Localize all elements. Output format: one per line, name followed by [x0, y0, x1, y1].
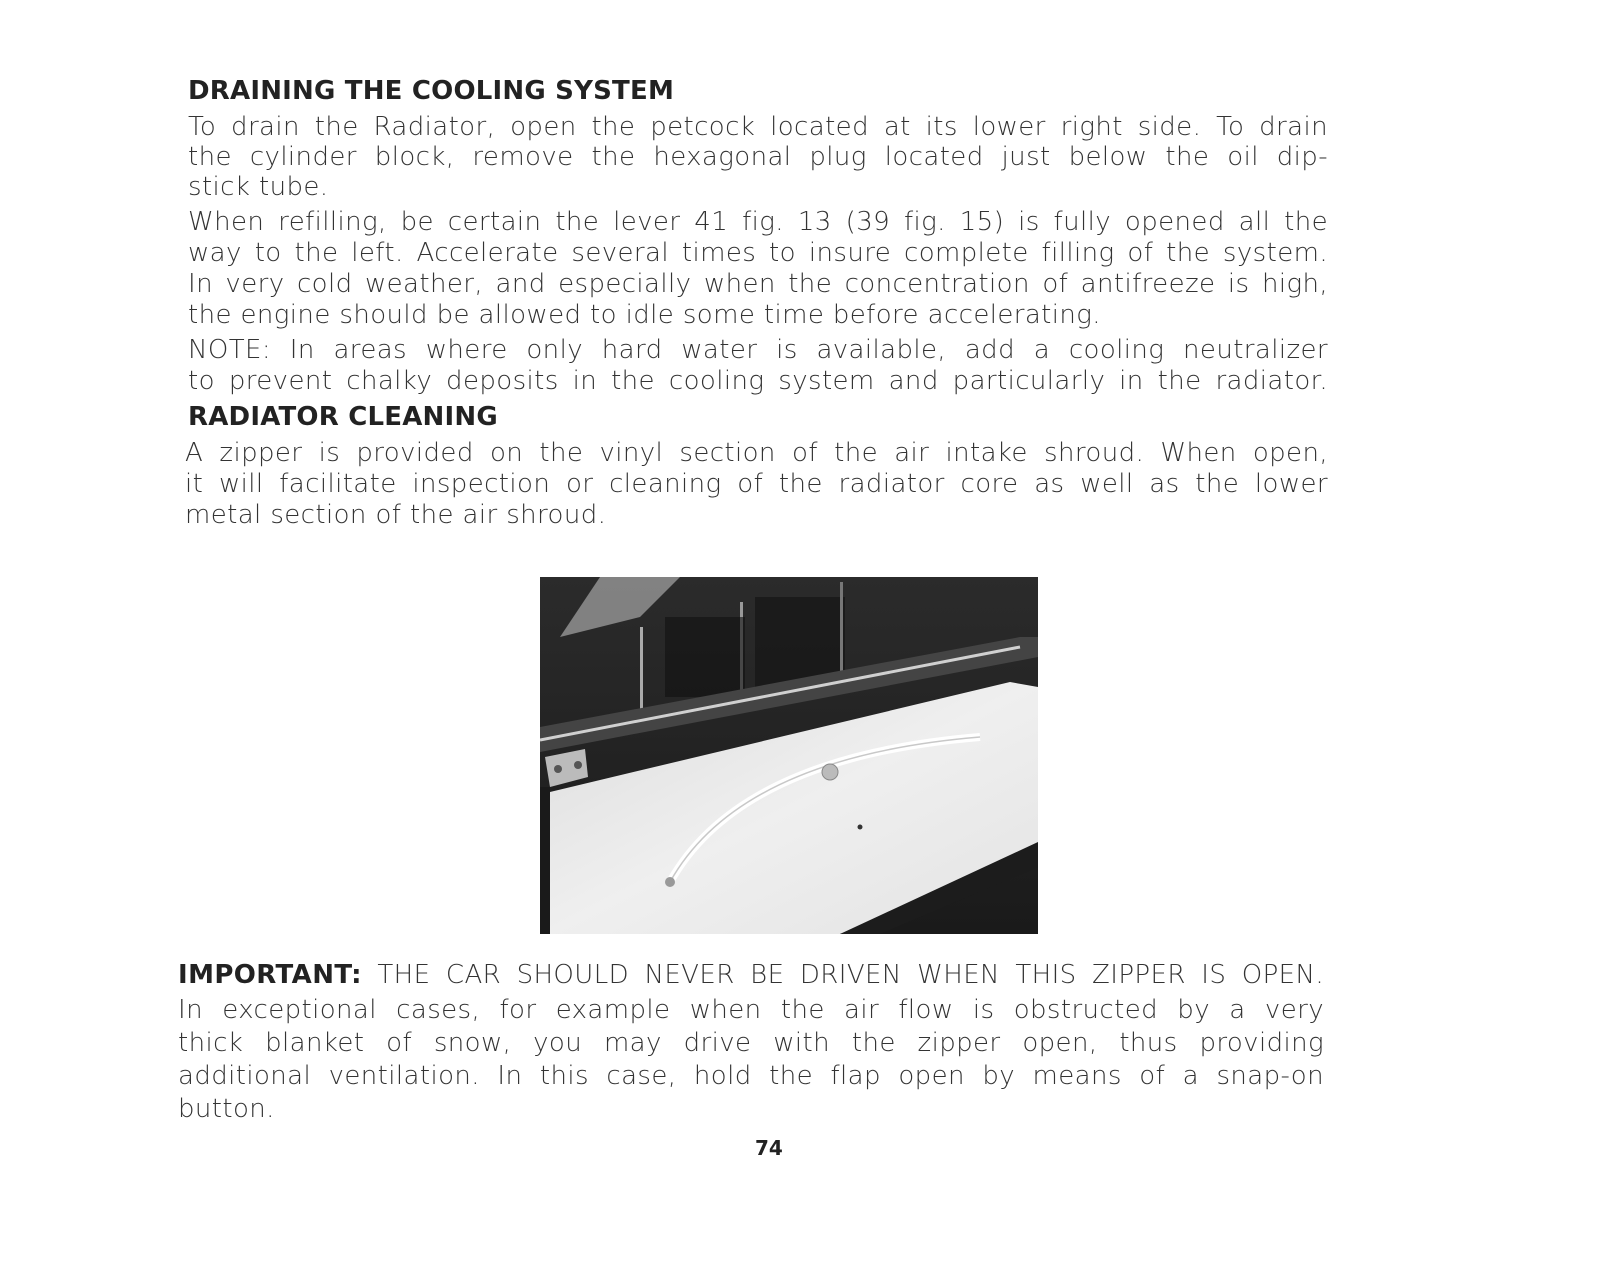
radiator-shroud-photo	[540, 577, 1038, 934]
text-line: To drain the Radiator, open the petcock located at its lower right side. To drain	[188, 112, 1328, 142]
text-line: it will facilitate inspection or cleaning of the radiator core as well as the lower	[185, 469, 1328, 499]
text-line: metal section of the air shroud.	[185, 500, 607, 530]
text-line: the cylinder block, remove the hexagonal plug located just below the oil dip-	[188, 142, 1328, 172]
text-line: button.	[178, 1094, 275, 1124]
important-headline: THE CAR SHOULD NEVER BE DRIVEN WHEN THIS ZIPPER IS OPEN.	[377, 960, 1324, 990]
text-line: When refilling, be certain the lever 41 fig. 13 (39 fig. 15) is fully opened all the	[188, 207, 1328, 237]
text-line: In exceptional cases, for example when the air flow is obstructed by a very	[178, 995, 1324, 1025]
photo-illustration	[540, 577, 1038, 934]
text-line: additional ventilation. In this case, hold the flap open by means of a snap-on	[178, 1061, 1324, 1091]
text-line: NOTE: In areas where only hard water is available, add a cooling neutralizer	[188, 335, 1328, 365]
text-line: to prevent chalky deposits in the cooling system and particularly in the radiator.	[188, 366, 1328, 396]
text-line: way to the left. Accelerate several times to insure complete filling of the system.	[188, 238, 1328, 268]
text-line: the engine should be allowed to idle some time before accelerating.	[188, 300, 1101, 330]
section-heading-radiator-cleaning: RADIATOR CLEANING	[188, 402, 498, 432]
text-line: thick blanket of snow, you may drive with the zipper open, thus providing	[178, 1028, 1324, 1058]
page-number: 74	[755, 1136, 783, 1160]
important-label: IMPORTANT:	[178, 960, 362, 990]
text-line: In very cold weather, and especially when the concentration of antifreeze is high,	[188, 269, 1328, 299]
important-line	[178, 960, 1324, 990]
text-line: stick tube.	[188, 172, 329, 202]
text-line: A zipper is provided on the vinyl section of the air intake shroud. When open,	[185, 438, 1328, 468]
section-heading-draining: DRAINING THE COOLING SYSTEM	[188, 76, 675, 106]
